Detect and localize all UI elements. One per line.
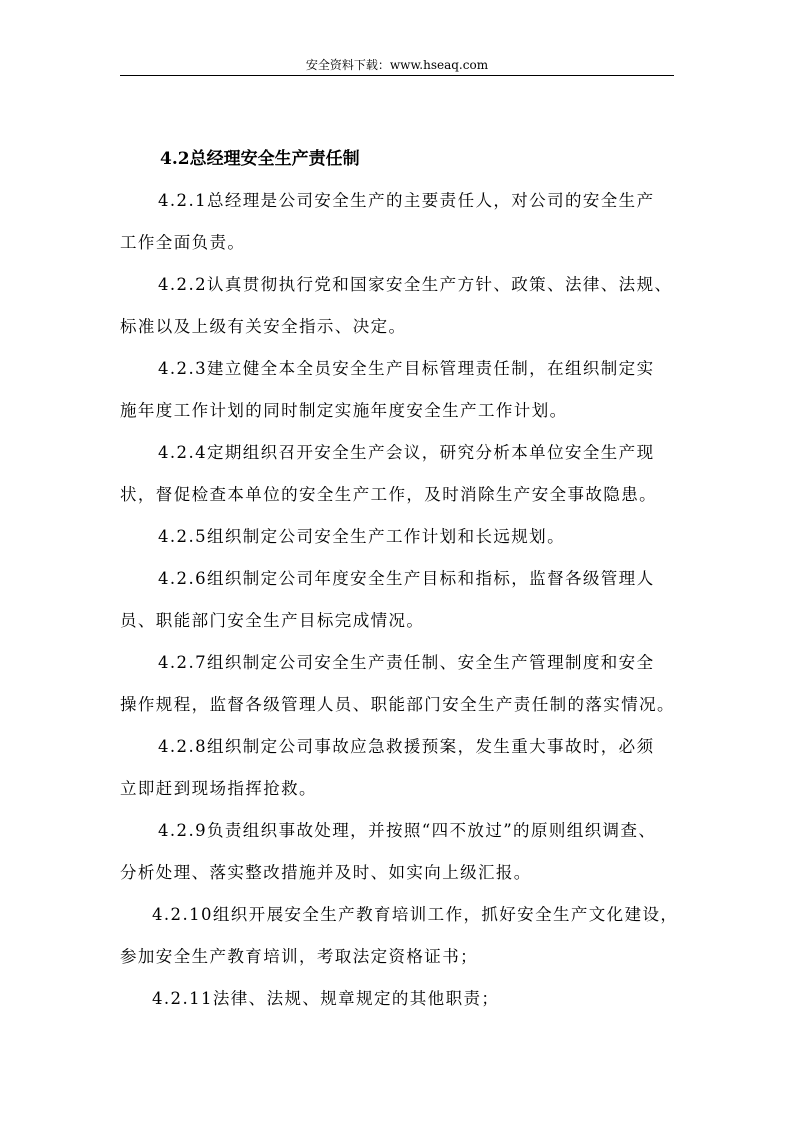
paragraph-line: 4.2.2认真贯彻执行党和国家安全生产方针、政策、法律、法规、 [158, 275, 673, 294]
paragraph-line: 4.2.7组织制定公司安全生产责任制、安全生产管理制度和安全 [158, 653, 655, 672]
paragraph-line: 4.2.8组织制定公司事故应急救援预案，发生重大事故时，必须 [158, 737, 655, 756]
paragraph-line: 4.2.9负责组织事故处理，并按照“四不放过”的原则组织调查、 [158, 821, 657, 840]
paragraph-line: 参加安全生产教育培训，考取法定资格证书； [120, 947, 478, 966]
paragraph-line: 立即赶到现场指挥抢救。 [120, 779, 317, 798]
paragraph-line: 分析处理、落实整改措施并及时、如实向上级汇报。 [120, 863, 532, 882]
page-header: 安全资料下载：www.hseaq.com [305, 58, 489, 72]
paragraph-line: 4.2.1总经理是公司安全生产的主要责任人，对公司的安全生产 [158, 191, 655, 210]
paragraph-line: 状，督促检查本单位的安全生产工作，及时消除生产安全事故隐患。 [120, 485, 657, 504]
paragraph-line: 4.2.10组织开展安全生产教育培训工作，抓好安全生产文化建设， [152, 905, 679, 924]
paragraph-line: 4.2.6组织制定公司年度安全生产目标和指标，监督各级管理人 [158, 569, 655, 588]
section-title: 4.2总经理安全生产责任制 [160, 149, 360, 169]
paragraph-line: 4.2.3建立健全本全员安全生产目标管理责任制，在组织制定实 [158, 359, 655, 378]
paragraph-line: 工作全面负责。 [120, 233, 246, 252]
paragraph-line: 施年度工作计划的同时制定实施年度安全生产工作计划。 [120, 401, 568, 420]
paragraph-line: 操作规程，监督各级管理人员、职能部门安全生产责任制的落实情况。 [120, 695, 675, 714]
header-divider [120, 75, 674, 76]
paragraph-line: 4.2.5组织制定公司安全生产工作计划和长远规划。 [158, 527, 565, 546]
paragraph-line: 员、职能部门安全生产目标完成情况。 [120, 611, 425, 630]
paragraph-line: 4.2.4定期组织召开安全生产会议，研究分析本单位安全生产现 [158, 443, 655, 462]
paragraph-line: 标准以及上级有关安全指示、决定。 [120, 317, 407, 336]
paragraph-line: 4.2.11法律、法规、规章规定的其他职责； [152, 989, 500, 1008]
